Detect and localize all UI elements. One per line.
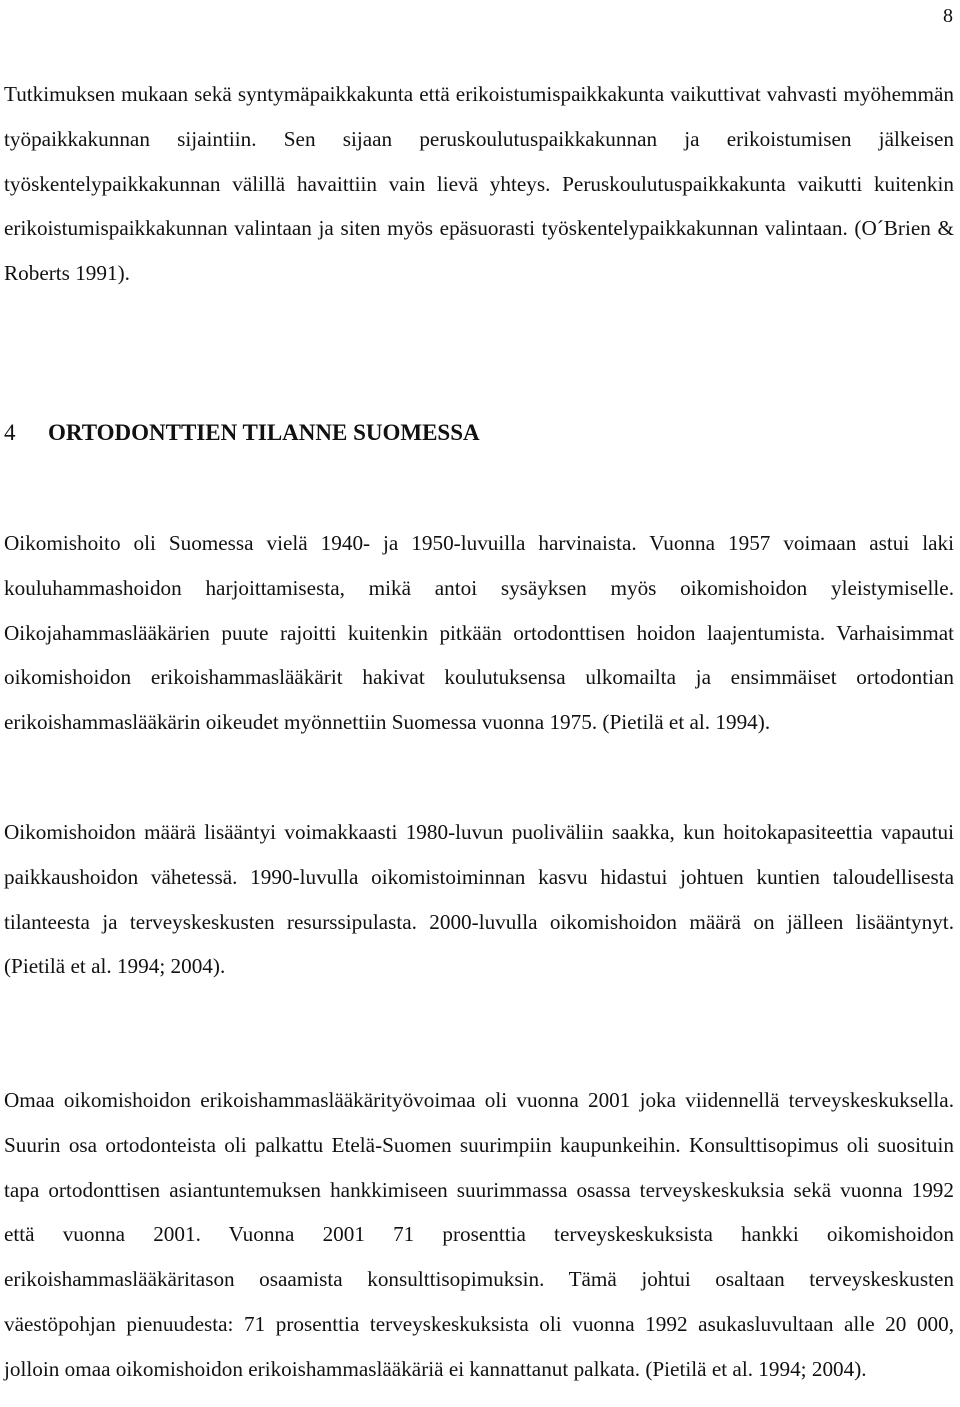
section-heading [4,418,480,448]
section-number: 4 [4,420,16,445]
page-number: 8 [943,5,953,27]
paragraph-intro: Tutkimuksen mukaan sekä syntymäpaikkakunta että erikoistumispaikkakunta vaikuttivat vahvasti myöhemmän työpaikkakunnan sijaintiin. Sen sijaan peruskoulutuspaikkakunnan ja erikoistumisen jälkeisen työskentelypaikkakunnan välillä havaittiin vain lievä yhteys. Peruskoulutuspaikkakunta vaikutti kuitenkin erikoistumispaikkakunnan valintaan ja siten myös epäsuorasti työskentelypaikkakunnan valintaan. (O´Brien & Roberts 1991). [4,82,954,286]
paragraph-workforce: Omaa oikomishoidon erikoishammaslääkärityövoimaa oli vuonna 2001 joka viidennellä terveyskeskuksella. Suurin osa ortodonteista oli palkattu Etelä-Suomen suurimpiin kaupunkeihin. Konsulttisopimus oli suosituin tapa ortodonttisen asiantuntemuksen hankkimiseen suurimmassa osassa terveyskeskuksia sekä vuonna 1992 että vuonna 2001. Vuonna 2001 71 prosenttia terveyskeskuksista hankki oikomishoidon erikoishammaslääkäritason osaamista konsulttisopimuksin. Tämä johtui osaltaan terveyskeskusten väestöpohjan pienuudesta: 71 prosenttia terveyskeskuksista oli vuonna 1992 asukasluvultaan alle 20 000, jolloin omaa oikomishoidon erikoishammaslääkäriä ei kannattanut palkata. (Pietilä et al. 1994; 2004). [4,1088,954,1381]
section-title: ORTODONTTIEN TILANNE SUOMESSA [48,420,480,445]
paragraph-history: Oikomishoito oli Suomessa vielä 1940- ja 1950-luvuilla harvinaista. Vuonna 1957 voimaan astui laki kouluhammashoidon harjoittamisesta, mikä antoi sysäyksen myös oikomishoidon yleistymiselle. Oikojahammaslääkärien puute rajoitti kuitenkin pitkään ortodonttisen hoidon laajentumista. Varhaisimmat oikomishoidon erikoishammaslääkärit hakivat koulutuksensa ulkomailta ja ensimmäiset ortodontian erikoishammaslääkärin oikeudet myönnettiin Suomessa vuonna 1975. (Pietilä et al. 1994). [4,531,954,735]
document-body [4,72,954,1381]
paragraph-growth: Oikomishoidon määrä lisääntyi voimakkaasti 1980-luvun puoliväliin saakka, kun hoitokapasiteettia vapautui paikkaushoidon vähetessä. 1990-luvulla oikomistoiminnan kasvu hidastui johtuen kuntien taloudellisesta tilanteesta ja terveyskeskusten resurssipulasta. 2000-luvulla oikomishoidon määrä on jälleen lisääntynyt. (Pietilä et al. 1994; 2004). [4,820,954,979]
